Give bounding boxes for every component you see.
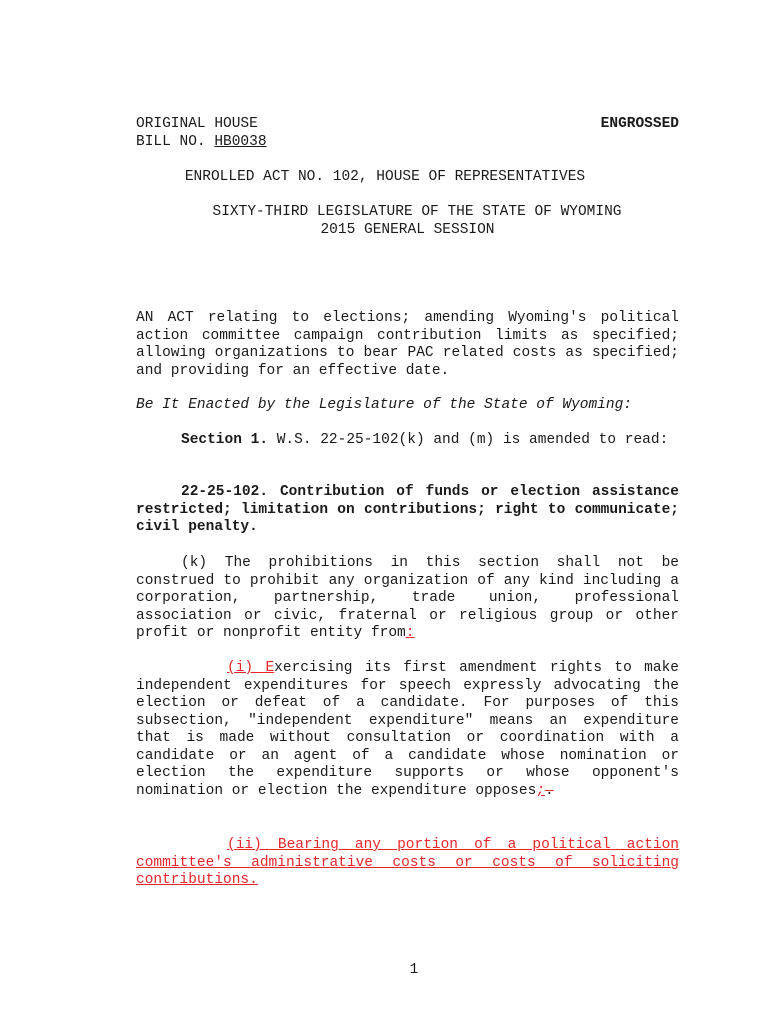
inserted-colon: : [405,625,415,641]
section-1-label: Section 1. [181,432,269,448]
statute-heading [136,484,679,537]
statute-heading-text: 22-25-102. Contribution of funds or election assistance restricted; limitation on contributions; right to communicate; civil penalty. [136,484,679,535]
section-1-text: W.S. 22-25-102(k) and (m) is amended to read: [268,432,669,448]
page-number: 1 [409,962,419,978]
paragraph-i [136,660,679,800]
origin-line-1: ORIGINAL HOUSE [136,116,258,132]
subsection-k [136,555,679,643]
enrolled-act-title: ENROLLED ACT NO. 102, HOUSE OF REPRESENTATIVES [184,169,586,185]
deleted-period: . [544,782,554,799]
paragraph-ii [136,837,679,890]
inserted-semicolon: ; [536,782,545,799]
subsection-k-text: (k) The prohibitions in this section shall not be construed to prohibit any organization of any kind including a corporation, partnership, trade union, professional association or civic, fraternal or religious group or other profit or nonprofit entity from [136,555,679,641]
inserted-i-prefix: (i) E [227,660,275,676]
bill-number: HB0038 [214,134,267,150]
bill-number-prefix: BILL NO. [136,134,215,150]
act-description: AN ACT relating to elections; amending Wyoming's political action committee campaign contribution limits as specified; allowing organizations to bear PAC related costs as specified; and providing for an effective date. [136,310,679,379]
paragraph-ii-text: (ii) Bearing any portion of a political action committee's administrative costs or costs of soliciting contributions. [136,837,679,888]
paragraph-i-text: xercising its first amendment rights to make independent expenditures for speech expressly advocating the election or defeat of a candidate. For purposes of this subsection, "independent expenditure" means an expenditure that is made without consultation or coordination with a candidate or an agent of a candidate whose nomination or election the expenditure supports or whose opponent's nomination or election the expenditure opposes [136,660,679,799]
legislature-title: SIXTY-THIRD LEGISLATURE OF THE STATE OF WYOMING [212,204,622,220]
section-1 [136,432,679,450]
engrossed-status: ENGROSSED [600,116,679,132]
session-title: 2015 GENERAL SESSION [320,222,495,238]
enacting-clause: Be It Enacted by the Legislature of the State of Wyoming: [136,397,632,413]
bill-number-line [136,134,267,152]
